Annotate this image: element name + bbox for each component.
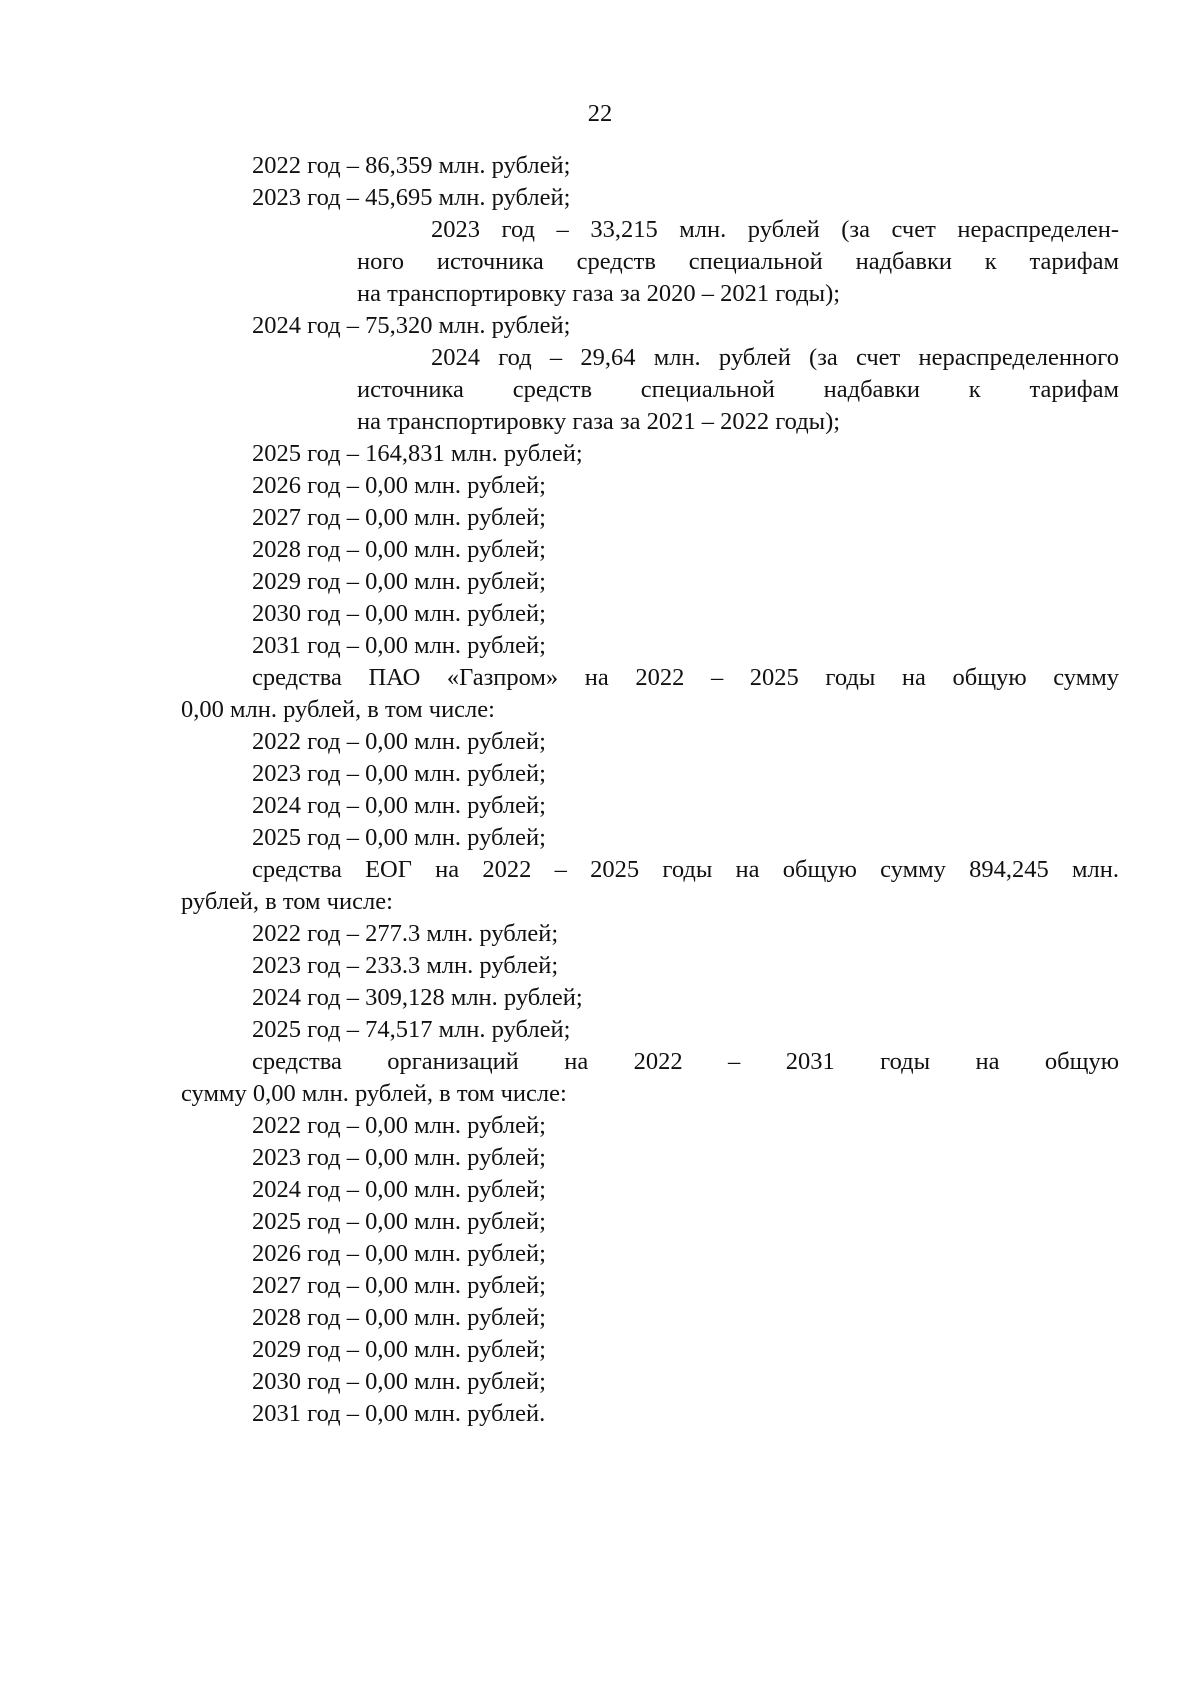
text-line: средства ЕОГ на 2022 – 2025 годы на общую сумму 894,245 млн. xyxy=(252,856,1119,883)
text-line: 2029 год – 0,00 млн. рублей; xyxy=(252,1336,546,1363)
text-line: 2031 год – 0,00 млн. рублей. xyxy=(252,1400,546,1427)
text-line: 2024 год – 29,64 млн. рублей (за счет нераспределенного xyxy=(431,344,1119,371)
text-line: 2022 год – 0,00 млн. рублей; xyxy=(252,1112,546,1139)
text-line: 2022 год – 277.3 млн. рублей; xyxy=(252,920,559,947)
text-line: 2023 год – 0,00 млн. рублей; xyxy=(252,760,546,787)
text-line: средства ПАО «Газпром» на 2022 – 2025 годы на общую сумму xyxy=(252,664,1119,691)
text-line: 2026 год – 0,00 млн. рублей; xyxy=(252,472,546,499)
text-line: 2030 год – 0,00 млн. рублей; xyxy=(252,600,546,627)
text-line: сумму 0,00 млн. рублей, в том числе: xyxy=(181,1080,567,1107)
text-line: 2026 год – 0,00 млн. рублей; xyxy=(252,1240,546,1267)
text-line: 2024 год – 0,00 млн. рублей; xyxy=(252,1176,546,1203)
text-line: 2031 год – 0,00 млн. рублей; xyxy=(252,632,546,659)
text-line: на транспортировку газа за 2020 – 2021 годы); xyxy=(357,280,841,307)
text-line: 2029 год – 0,00 млн. рублей; xyxy=(252,568,546,595)
text-line: 2028 год – 0,00 млн. рублей; xyxy=(252,536,546,563)
text-line: 2025 год – 0,00 млн. рублей; xyxy=(252,1208,546,1235)
text-line: 2023 год – 233.3 млн. рублей; xyxy=(252,952,559,979)
text-line: 2030 год – 0,00 млн. рублей; xyxy=(252,1368,546,1395)
text-line: 2023 год – 0,00 млн. рублей; xyxy=(252,1144,546,1171)
text-line: рублей, в том числе: xyxy=(181,888,393,915)
text-line: на транспортировку газа за 2021 – 2022 годы); xyxy=(357,408,841,435)
text-line: 2025 год – 74,517 млн. рублей; xyxy=(252,1016,571,1043)
text-line: 2024 год – 75,320 млн. рублей; xyxy=(252,312,571,339)
text-line: 2023 год – 33,215 млн. рублей (за счет нераспределен- xyxy=(431,216,1119,243)
text-line: ного источника средств специальной надбавки к тарифам xyxy=(357,248,1119,275)
text-line: 2023 год – 45,695 млн. рублей; xyxy=(252,184,571,211)
text-line: 0,00 млн. рублей, в том числе: xyxy=(181,696,495,723)
text-line: 2025 год – 164,831 млн. рублей; xyxy=(252,440,583,467)
text-line: источника средств специальной надбавки к тарифам xyxy=(357,376,1119,403)
text-line: 2027 год – 0,00 млн. рублей; xyxy=(252,504,546,531)
text-line: 2022 год – 0,00 млн. рублей; xyxy=(252,728,546,755)
text-line: 2022 год – 86,359 млн. рублей; xyxy=(252,152,571,179)
page-number: 22 xyxy=(587,100,613,127)
document-body xyxy=(0,150,1200,1430)
text-line: 2024 год – 309,128 млн. рублей; xyxy=(252,984,583,1011)
text-line: 2028 год – 0,00 млн. рублей; xyxy=(252,1304,546,1331)
text-line: средства организаций на 2022 – 2031 годы на общую xyxy=(252,1048,1119,1075)
text-line: 2025 год – 0,00 млн. рублей; xyxy=(252,824,546,851)
text-line: 2024 год – 0,00 млн. рублей; xyxy=(252,792,546,819)
text-line: 2027 год – 0,00 млн. рублей; xyxy=(252,1272,546,1299)
